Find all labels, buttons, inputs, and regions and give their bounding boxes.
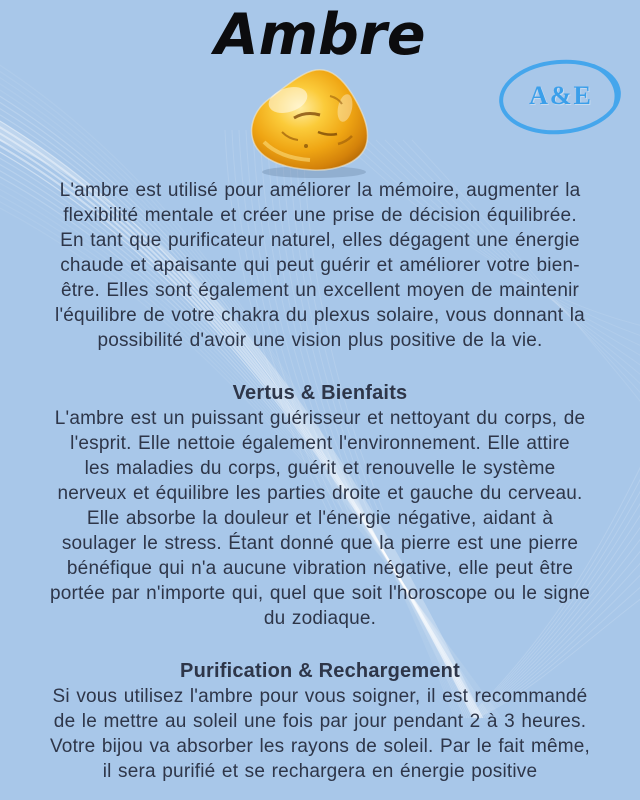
text-content [0,178,640,784]
text-line: bénéfique qui n'a aucune vibration négative, elle peut être [66,558,574,579]
section-heading-vertus: Vertus & Bienfaits [232,382,408,404]
text-line: l'esprit. Elle nettoie également l'environnement. Elle attire [70,433,570,454]
text-line: de le mettre au soleil une fois par jour pendant 2 à 3 heures. [53,711,587,732]
page-title: Ambre [214,2,426,68]
brand-logo-text: A&E [529,81,593,110]
text-line: nerveux et équilibre les parties droite et gauche du cerveau. [57,483,583,504]
text-line: possibilité d'avoir une vision plus positive de la vie. [97,330,543,351]
text-line: flexibilité mentale et créer une prise de décision équilibrée. [63,205,577,226]
text-line: L'ambre est utilisé pour améliorer la mémoire, augmenter la [59,180,581,201]
text-line: les maladies du corps, guérit et renouvelle le système [84,458,556,479]
text-line: Votre bijou va absorber les rayons de soleil. Par le fait même, [49,736,591,757]
section-heading-purification: Purification & Rechargement [180,660,460,682]
text-line: portée par n'importe qui, quel que soit l'horoscope ou le signe [49,583,591,604]
amber-stone-image [242,66,386,180]
text-line: il sera purifié et se rechargera en énergie positive [102,761,538,782]
text-line: L'ambre est un puissant guérisseur et nettoyant du corps, de [54,408,586,429]
text-line: Elle absorbe la douleur et l'énergie négative, aidant à [86,508,554,529]
brand-logo [496,55,626,139]
text-line: être. Elles sont également un excellent moyen de maintenir [60,280,580,301]
text-line: soulager le stress. Étant donné que la pierre est une pierre [61,533,579,554]
text-line: du zodiaque. [263,608,377,629]
text-line: l'équilibre de votre chakra du plexus solaire, vous donnant la [55,305,585,326]
text-line: Si vous utilisez l'ambre pour vous soigner, il est recommandé [52,686,588,707]
text-line: En tant que purificateur naturel, elles dégagent une énergie [60,230,580,251]
text-line: chaude et apaisante qui peut guérir et améliorer votre bien- [60,255,580,276]
amber-stone-icon [242,66,386,180]
